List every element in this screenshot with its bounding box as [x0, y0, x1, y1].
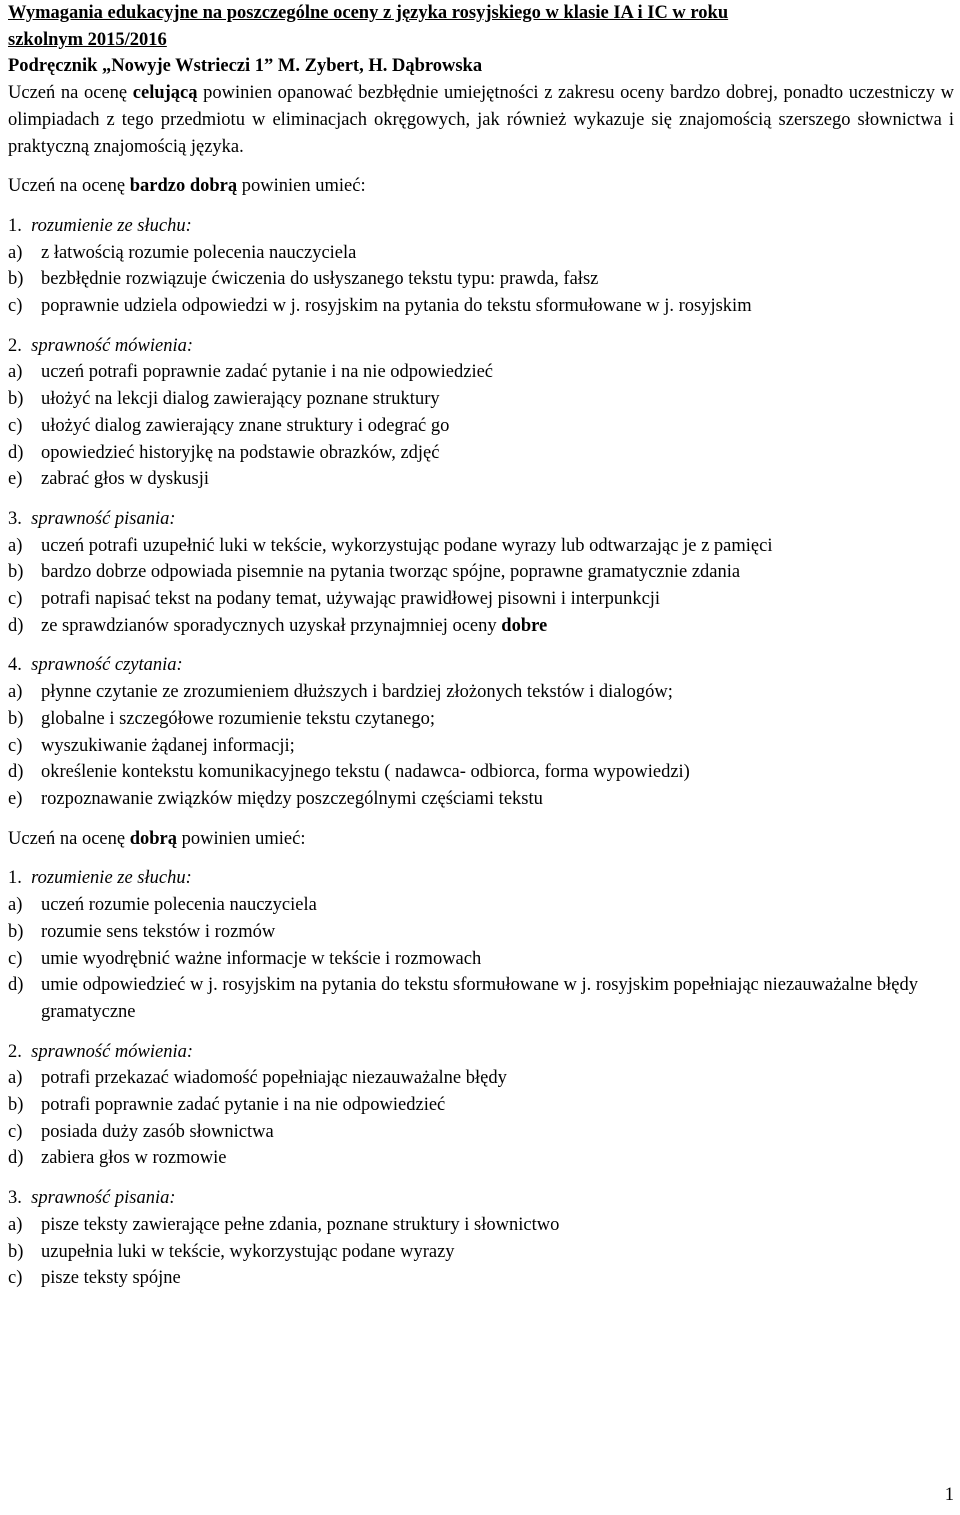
page-number: 1 [944, 1485, 954, 1505]
list-item: d) umie odpowiedzieć w j. rosyjskim na pytania do tekstu sformułowane w j. rosyjskim popełniając niezauważalne błędy gramatyczne [8, 975, 918, 1022]
list-item: c) wyszukiwanie żądanej informacji; [8, 735, 295, 756]
list-item: a) uczeń potrafi poprawnie zadać pytanie i na nie odpowiedzieć [8, 362, 494, 383]
bdb-skill-2-heading: 2. sprawność mówienia: [8, 335, 193, 356]
list-item: c) pisze teksty spójne [8, 1268, 181, 1289]
list-item: a) uczeń rozumie polecenia nauczyciela [8, 895, 317, 916]
intro-paragraph: Uczeń na ocenę celującą powinien opanować bezbłędnie umiejętności z zakresu oceny bardzo dobrej, ponadto uczestniczy w olimpiadach z tego przedmiotu w eliminacjach okręgowych, jak również wykazuje się znajomością szerszego słownictwa i praktyczną znajomością języka. [8, 83, 954, 157]
list-item: b) rozumie sens tekstów i rozmów [8, 921, 276, 942]
section-heading-bardzo-dobra: Uczeń na ocenę bardzo dobrą powinien umieć: [8, 176, 366, 197]
document-title-line-1: Wymagania edukacyjne na poszczególne oceny z języka rosyjskiego w klasie IA i IC w roku [8, 3, 729, 23]
list-item: c) potrafi napisać tekst na podany temat, używając prawidłowej pisowni i interpunkcji [8, 589, 661, 610]
list-item: c) posiada duży zasób słownictwa [8, 1121, 274, 1142]
list-item: e) zabrać głos w dyskusji [8, 469, 210, 490]
list-item: b) bezbłędnie rozwiązuje ćwiczenia do usłyszanego tekstu typu: prawda, fałsz [8, 269, 599, 290]
bdb-skill-1-heading: 1. rozumienie ze słuchu: [8, 215, 192, 236]
list-item: c) umie wyodrębnić ważne informacje w tekście i rozmowach [8, 948, 482, 969]
list-item: b) bardzo dobrze odpowiada pisemnie na pytania tworząc spójne, poprawne gramatycznie zdania [8, 562, 741, 583]
grade-celujaca: celującą [132, 83, 198, 104]
list-item: b) uzupełnia luki w tekście, wykorzystując podane wyrazy [8, 1241, 455, 1262]
list-item: d) opowiedzieć historyjkę na podstawie obrazków, zdjęć [8, 442, 440, 463]
list-item: b) potrafi poprawnie zadać pytanie i na nie odpowiedzieć [8, 1095, 446, 1116]
document-page [8, 0, 954, 1292]
list-item: a) pisze teksty zawierające pełne zdania, poznane struktury i słownictwo [8, 1214, 560, 1235]
db-skill-1-heading: 1. rozumienie ze słuchu: [8, 868, 192, 889]
bdb-skill-3-heading: 3. sprawność pisania: [8, 508, 176, 529]
list-item: a) z łatwością rozumie polecenia nauczyciela [8, 242, 357, 263]
list-item: c) poprawnie udziela odpowiedzi w j. rosyjskim na pytania do tekstu sformułowane w j. rosyjskim [8, 296, 752, 317]
list-item: d) określenie kontekstu komunikacyjnego tekstu ( nadawca- odbiorca, forma wypowiedzi) [8, 762, 690, 783]
document-title-line-2: szkolnym 2015/2016 [8, 29, 167, 50]
list-item: a) płynne czytanie ze zrozumieniem dłuższych i bardziej złożonych tekstów i dialogów; [8, 682, 673, 703]
list-item: b) globalne i szczegółowe rozumienie tekstu czytanego; [8, 708, 436, 729]
list-item: b) ułożyć na lekcji dialog zawierający poznane struktury [8, 389, 440, 410]
list-item: a) potrafi przekazać wiadomość popełniając niezauważalne błędy [8, 1068, 507, 1089]
db-skill-3-heading: 3. sprawność pisania: [8, 1188, 176, 1209]
list-item: d) ze sprawdzianów sporadycznych uzyskał przynajmniej oceny dobre [8, 615, 548, 636]
textbook-line: Podręcznik „Nowyje Wstrieczi 1” M. Zybert, H. Dąbrowska [8, 56, 483, 77]
db-skill-2-heading: 2. sprawność mówienia: [8, 1041, 193, 1062]
bdb-skill-4-heading: 4. sprawność czytania: [8, 655, 183, 676]
list-item: a) uczeń potrafi uzupełnić luki w tekście, wykorzystując podane wyrazy lub odtwarzając je z pamięci [8, 535, 773, 556]
list-item: c) ułożyć dialog zawierający znane struktury i odegrać go [8, 415, 450, 436]
section-heading-dobra: Uczeń na ocenę dobrą powinien umieć: [8, 828, 306, 849]
list-item: d) zabiera głos w rozmowie [8, 1148, 227, 1169]
list-item: e) rozpoznawanie związków między poszczególnymi częściami tekstu [8, 788, 543, 809]
